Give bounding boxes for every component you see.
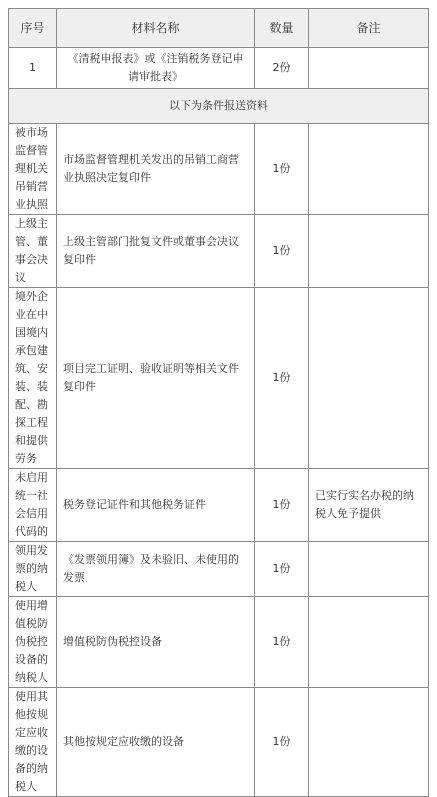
header-note: 备注: [309, 9, 429, 48]
table-row: [9, 597, 429, 688]
cell-note: [309, 688, 429, 797]
header-seq: 序号: [9, 9, 57, 48]
header-quantity: 数量: [255, 9, 309, 48]
cell-material-name: 市场监督管理机关发出的吊销工商营业执照决定复印件: [57, 124, 255, 215]
cell-quantity: 1份: [255, 124, 309, 215]
cell-condition: 使用增值税防伪税控设备的纳税人: [9, 597, 57, 688]
cell-material-name: 《清税申报表》或《注销税务登记申请审批表》: [57, 48, 255, 89]
cell-quantity: 2份: [255, 48, 309, 89]
section-row: [9, 89, 429, 124]
table-row: [9, 688, 429, 797]
cell-condition: 未启用统一社会信用代码的: [9, 469, 57, 542]
cell-note: [309, 288, 429, 469]
cell-quantity: 1份: [255, 597, 309, 688]
cell-condition: 领用发票的纳税人: [9, 542, 57, 597]
cell-quantity: 1份: [255, 469, 309, 542]
cell-note: [309, 597, 429, 688]
section-label: 以下为条件报送资料: [9, 89, 429, 124]
cell-note: [309, 48, 429, 89]
materials-table: [8, 8, 429, 797]
table-row: [9, 542, 429, 597]
header-material-name: 材料名称: [57, 9, 255, 48]
table-header-row: [9, 9, 429, 48]
table-row: [9, 215, 429, 288]
cell-condition: 被市场监督管理机关吊销营业执照: [9, 124, 57, 215]
cell-note: [309, 215, 429, 288]
table-row: [9, 124, 429, 215]
table-row: [9, 288, 429, 469]
cell-quantity: 1份: [255, 288, 309, 469]
cell-note: 已实行实名办税的纳税人免予提供: [309, 469, 429, 542]
cell-material-name: 项目完工证明、验收证明等相关文件复印件: [57, 288, 255, 469]
cell-material-name: 其他按规定应收缴的设备: [57, 688, 255, 797]
cell-seq: 1: [9, 48, 57, 89]
table-row: [9, 48, 429, 89]
cell-quantity: 1份: [255, 542, 309, 597]
cell-condition: 使用其他按规定应收缴的设备的纳税人: [9, 688, 57, 797]
cell-material-name: 上级主管部门批复文件或董事会决议复印件: [57, 215, 255, 288]
cell-quantity: 1份: [255, 215, 309, 288]
cell-material-name: 税务登记证件和其他税务证件: [57, 469, 255, 542]
cell-quantity: 1份: [255, 688, 309, 797]
cell-material-name: 增值税防伪税控设备: [57, 597, 255, 688]
cell-material-name: 《发票领用簿》及未验旧、未使用的发票: [57, 542, 255, 597]
table-row: [9, 469, 429, 542]
cell-condition: 上级主管、董事会决议: [9, 215, 57, 288]
cell-condition: 境外企业在中国境内承包建筑、安装、装配、勘探工程和提供劳务: [9, 288, 57, 469]
cell-note: [309, 124, 429, 215]
cell-note: [309, 542, 429, 597]
